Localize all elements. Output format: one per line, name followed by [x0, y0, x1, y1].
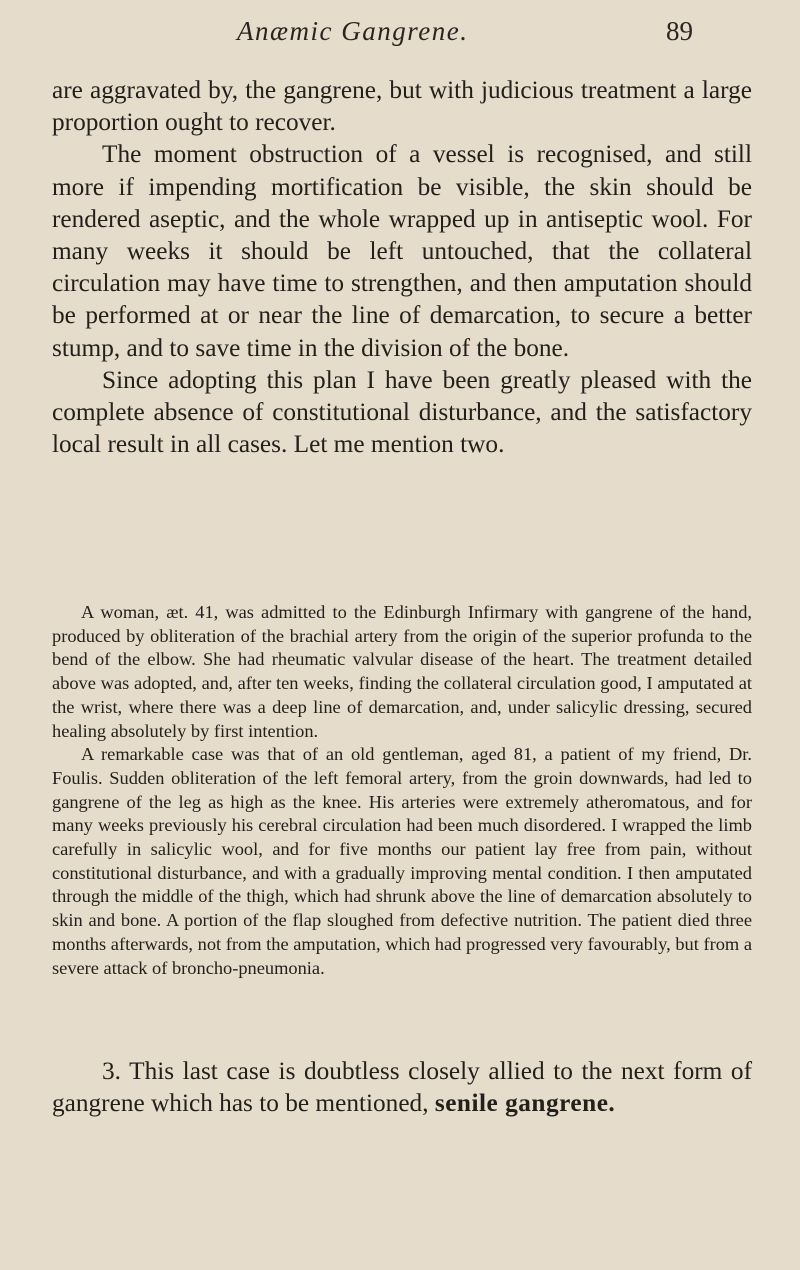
- bold-term-senile-gangrene: senile gangrene.: [434, 1089, 616, 1118]
- page-number: 89: [666, 16, 693, 46]
- main-text-block: [52, 74, 752, 460]
- case-report-woman: A woman, æt. 41, was admitted to the Edinburgh Infirmary with gangrene of the hand, produced by obliteration of the brachial artery from the origin of the superior profunda to the bend of the elbow. She had rheumatic valvular disease of the heart. The treatment detailed above was adopted, and, after ten weeks, finding the collateral circulation good, I amputated at the wrist, where there was a deep line of demarcation, and, under salicylic dressing, secured healing absolutely by first intention.: [52, 602, 752, 741]
- paragraph-treatment: The moment obstruction of a vessel is recognised, and still more if impending mortification be visible, the skin should be rendered aseptic, and the whole wrapped up in antiseptic wool. For many weeks it should be left untouched, that the collateral circulation may have time to strengthen, and then amputation should be performed at or near the line of demarcation, to secure a better stump, and to save time in the division of the bone.: [52, 140, 752, 362]
- case-reports-block: [52, 601, 752, 980]
- running-title: Anæmic Gangrene.: [237, 16, 469, 46]
- paragraph-continuation: are aggravated by, the gangrene, but with judicious treatment a large proportion ought to recover.: [52, 76, 752, 137]
- paragraph-results: Since adopting this plan I have been greatly pleased with the complete absence of constitutional disturbance, and the satisfactory local result in all cases. Let me mention two.: [52, 365, 752, 459]
- case-report-gentleman: A remarkable case was that of an old gentleman, aged 81, a patient of my friend, Dr. Foulis. Sudden obliteration of the left femoral artery, from the groin downwards, had led to gangrene of the leg as high as the knee. His arteries were extremely atheromatous, and for many weeks previously his cerebral circulation had been much disordered. I wrapped the limb carefully in salicylic wool, and for five months our patient lay free from pain, without constitutional disturbance, and with a gradually improving mental condition. I then amputated through the middle of the thigh, which had shrunk above the line of demarcation absolutely to skin and bone. A portion of the flap sloughed from defective nutrition. The patient died three months afterwards, not from the amputation, which had progressed very favourably, but from a severe attack of broncho-pneumonia.: [52, 744, 752, 978]
- closing-text-block: [52, 1055, 752, 1119]
- paragraph-senile-gangrene-text: 3. This last case is doubtless closely allied to the next form of gangrene which has to be mentioned,: [52, 1057, 752, 1118]
- paragraph-senile-gangrene: [52, 1055, 752, 1119]
